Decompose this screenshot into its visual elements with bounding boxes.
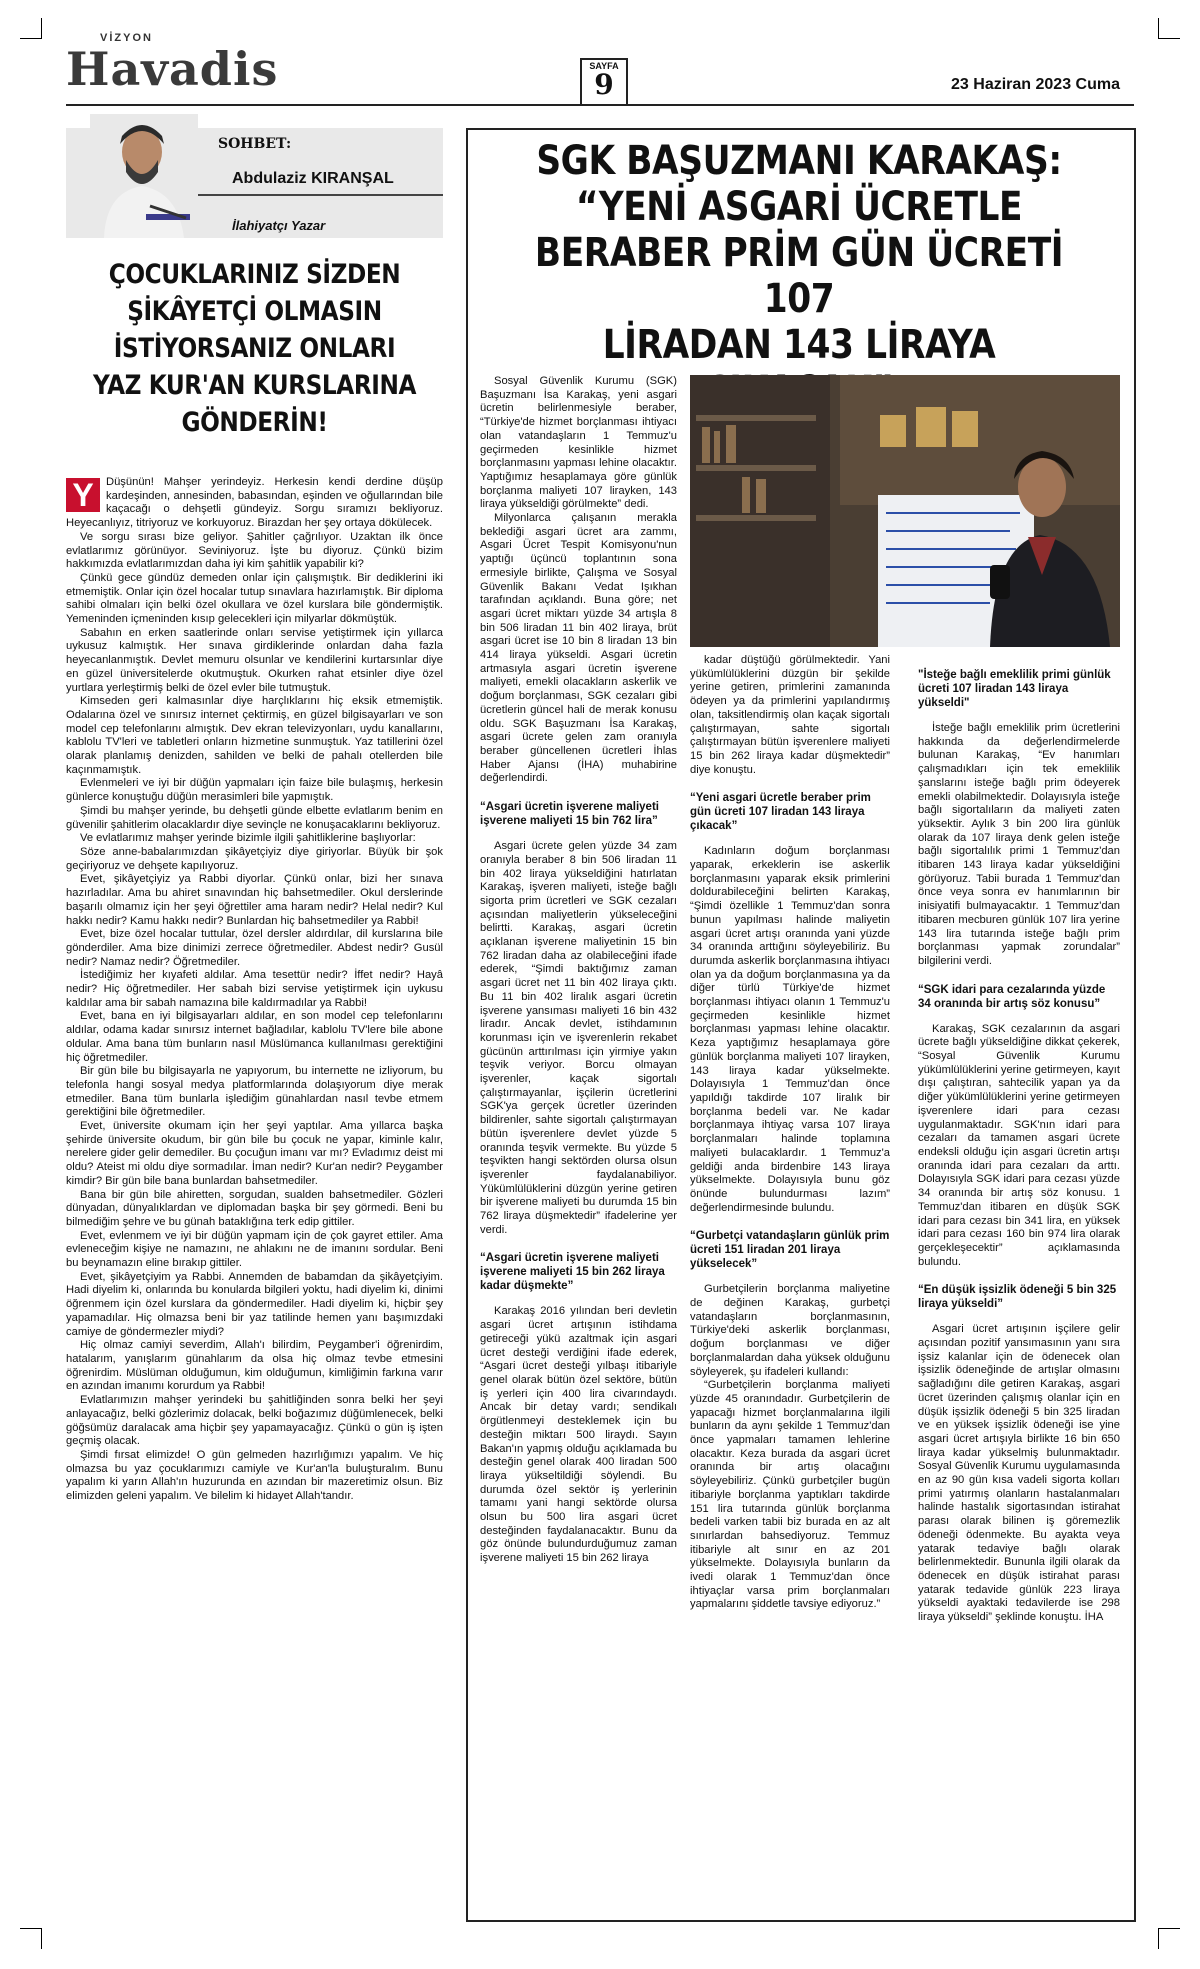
article-subheading: “En düşük işsizlik ödeneği 5 bin 325 liraya yükseldi” — [918, 1284, 1117, 1311]
column-paragraph: İstediğimiz her kıyafeti aldılar. Ama tesettür nedir? İffet nedir? Hayâ nedir? Hiç öğretmediler. Her sabah bizi servise yetiştirmek için uykusu kaldılar ama bir sabah namazına bile kaldırmadılar ya Rabbi! — [66, 969, 443, 1009]
article-subheading: “Yeni asgari ücretle beraber prim gün ücreti 107 liradan 143 liraya çıkacak” — [690, 792, 871, 833]
article-paragraph: Karakaş, SGK cezalarının da asgari ücrete bağlı yükseldiğine dikkat çekerek, “Sosyal Güvenlik Kurumu yükümlülüklerini yerine getirmeyen, kayıt dışı çalıştıran, sahtecilik yapan ya da diğer yükümlülüklerini yerine getirmeyen işverenlere idari para cezası uygulanmaktadır. SGK'nın idari para cezaları da tamamen asgari ücrete endeksli olduğu için asgari ücretin artışı oranında idari para cezaları da arttı. Dolayısıyla SGK idari para cezası yüzde 34 oranında bir artış söz konusu. 1 Temmuz'dan itibaren en düşük SGK idari para cezası bin 341 lira, en yüksek idari para cezası 160 bin 974 lira olarak gerçekleşecektir” açıklamasında bulundu. — [918, 1022, 1120, 1268]
column-paragraph: Kimseden geri kalmasınlar diye harçlıklarını hiç eksik etmemiştik. Odalarına özel ve sınırsız internet çektirmiş, en güzel bilgisayarları ve son model cep telefonlarını almıştık. Dev ekran televizyonları, uydu kanallarını, kablolu TV'leri ve tabletleri onların hizmetine sunmuştuk. Yaz tatillerini özel olarak planlamış denizden, sahilden ve belki de pahalı otellerden bile kaçınmamıştık. — [66, 695, 443, 776]
column-paragraph: Söze anne-babalarımızdan şikâyetçiyiz diye giriyorlar. Büyük bir şok geçiriyoruz ve dehşete kapılıyoruz. — [66, 845, 443, 872]
article-subheading: “Gurbetçi vatandaşların günlük prim ücreti 151 liradan 201 liraya yükselecek” — [690, 1230, 890, 1271]
column-paragraph: Şimdi bu mahşer yerinde, bu dehşetli günde elbette evlatlarım benim en güvenilir şahitlerim olacaklardır diye sevinçle ne konuşacaklarını bekliyoruz. — [66, 804, 443, 831]
column-paragraph: Evet, bana en iyi bilgisayarları aldılar, en son model cep telefonlarını aldılar, odama kadar sınırsız internet bağladılar, kablolu TV'lere bile abone oldular. Ama bana tüm bunların nasıl Müslümanca kullanılması gerektiğini hiç öğretmediler. — [66, 1010, 443, 1064]
article-paragraph: Sosyal Güvenlik Kurumu (SGK) Başuzmanı İsa Karakaş, yeni asgari ücretin belirlenmesiyle beraber, “Türkiye'de hizmet borçlanması ihtiyacı olan vatandaşların 1 Temmuz'u geçirmeden kesinlikle hizmet borçlanmasını yapması lehine olacaktır. Yaptığımız hesaplamaya göre günlük borçlanma maliyeti 107 lirayken, 143 liraya yükseldiği görülmekte” dedi. — [480, 375, 677, 511]
drop-cap: Y — [66, 478, 100, 512]
crop-mark — [20, 38, 42, 39]
logo-text: Havadis — [66, 42, 279, 96]
column-paragraph: Hiç olmaz camiyi severdim, Allah'ı bilirdim, Peygamber'i öğrenirdim, hatalarım, yanışlarım günahlarım da olsa hiç olmaz tevbe etmesini öğrenirdim. Müslüman olduğumun, kim olduğumun, kimliğimin farkına varır en azından imanımı korurdum ya Rabbi! — [66, 1339, 443, 1393]
page-number-badge — [580, 58, 628, 106]
column-paragraph: Bana bir gün bile ahiretten, sorgudan, sualden bahsetmediler. Gözleri dünyadan, dünyalıklardan ve diplomadan başka bir şey görmedi. Beni bu bilmediğim şehre ve bu günah bataklığına terk edip gittiler. — [66, 1188, 443, 1228]
author-role: İlahiyatçı Yazar — [232, 218, 326, 233]
column-paragraph: Ve sorgu sırası bize geliyor. Şahitler çağrılıyor. Uzaktan ilk önce evlatlarımız görünüyor. Seviniyoruz. İşte bu diyoruz. Çünkü bizim hakkımızda evlatlarımızdan daha iyi kim şahitlik yapabilir ki? — [66, 530, 443, 571]
column-paragraph: Evet, şikâyetçiyim ya Rabbi. Annemden de babamdan da şikâyetçiyim. Hadi diyelim ki, onlarında bu konularda bilgileri yoktu, hadi diyelim ki, dinimi öğrenmem için özel kurslara da göndermediler. Hadi diyelim ki, hiçbir şey yapamadılar. Hiç olmazsa beni bir yaz tatilinde hemen yanı başımızdaki camiye de göndermezler miydi? — [66, 1270, 443, 1338]
crop-mark — [1158, 1929, 1159, 1949]
crop-mark — [1158, 1928, 1180, 1929]
page-number: 9 — [594, 68, 614, 101]
column-paragraph: Sabahın en erken saatlerinde onları servise yetiştirmek için yıllarca uykusuz kalmıştık. Her sınava girdiklerinde onlardan daha fazla heyecanlanmıştık. Devlet memuru olsunlar ve kendilerini kurtarsınlar diye en güzel üniversitelerde okutmuştuk. Okurken rahat etsinler diye özel yurtlara yerleştirmiş belki de özel evler bile tutmuştuk. — [66, 626, 443, 694]
article-column-1 — [480, 375, 677, 1566]
article-subheading: "İsteğe bağlı emeklilik primi günlük ücreti 107 liradan 143 liraya yükseldi" — [918, 669, 1111, 709]
article-column-3 — [918, 654, 1120, 1625]
column-body — [66, 476, 443, 1504]
article-paragraph: Gurbetçilerin borçlanma maliyetine de değinen Karakaş, gurbetçi vatandaşların borçlanmasının, Türkiye'deki askerlik borçlanması, doğum borçlanması ve diğer borçlanmalardan daha yüksek olduğunu söyleyerek, şu ifadeleri kullandı: — [690, 1283, 890, 1378]
headline-line: LİRADAN 143 LİRAYA — [602, 322, 996, 368]
article-paragraph: İsteğe bağlı emeklilik prim ücretlerini hakkında da değerlendirmelerde bulunan Karakaş, “Ev hanımları çalışmadıkları için tek emeklilik şanslarını isteğe bağlı prim ödeyerek emekli olabilmektedir. Dolayısıyla isteğe bağlı sigortalıların da maliyeti zaten yüksektir. Aylık 3 bin 200 lira günlük olarak da 107 liraya denk gelen isteğe bağlı sigortalılık primi 1 Temmuz'dan itibaren 143 liraya kadar yükseldiğini görüyoruz. Tabii burada 1 Temmuz'dan önce veya sonra ev hanımlarının bir inisiyatifi bulmayacaktır. 1 Temmuz'dan itibaren mecburen günlük 107 lira yerine 143 lira tutarında isteğe bağlı prim borçlanması yapmak zorundalar” bilgilerini verdi. — [918, 722, 1120, 967]
column-paragraph: Şimdi fırsat elimizde! O gün gelmeden hazırlığımızı yapalım. Ve hiç olmazsa bu yaz çocuklarımızı camiyle ve Kur'an'la buluşturalım. Bunu yapalım ki yarın Allah'ın huzurunda en azından bir mazeretimiz olsun. Biz elimizden geleni yapalım. Ve bilelim ki hidayet Allah'tandır. — [66, 1448, 443, 1503]
crop-mark — [20, 1928, 42, 1929]
column-paragraph: Evet, üniversite okumam için her şeyi yaptılar. Ama yıllarca başka şehirde üniversite okudum, bir gün bile bu çocuk ne yapar, kiminle kalır, nerelere gider gelir demediler. Bu çocuğun imanı var mı? Evladımız deist mi oldu? Ateist mi oldu diye sormadılar. İman nedir? Kur'an nedir? Peygamber kimdir? Bir gün bile bana bunlardan bahsetmediler. — [66, 1120, 443, 1187]
article-paragraph: Milyonlarca çalışanın merakla beklediği asgari ücret ara zammı, Asgari Ücret Tespit Komisyonu'nun yaptığı üçüncü toplantının sona ermesiyle birlikte, Çalışma ve Sosyal Güvenlik Bakanı Vedat Işıkhan tarafından açıklandı. Buna göre; net asgari ücret miktarı yüzde 34 artışla 8 bin 506 liradan 11 bin 402 liraya, brüt asgari ücret ise 10 bin 8 liradan 13 bin 414 liraya yükseldi. Asgari ücretin artmasıyla asgari ücretin işverene maliyeti, emekli olacakların askerlik ve doğum borçlanması, SGK cezaları gibi ücretlerin güncel hali de merak konusu oldu. SGK Başuzmanı İsa Karakaş, asgari ücrete gelen zam oranıyla beraber güncellenen ücretleri İhlas Haber Ajansı (İHA) muhabirine değerlendirdi. — [480, 512, 677, 785]
author-photo — [90, 114, 198, 238]
column-paragraph: Ve evlatlarımız mahşer yerinde bizimle ilgili şahitliklerine başlıyorlar: — [80, 832, 416, 845]
column-title: ÇOCUKLARINIZ SİZDEN ŞİKÂYETÇİ OLMASIN İSTİYORSANIZ ONLARI YAZ KUR'AN KURSLARINA GÖNDERİN! — [92, 259, 417, 438]
page-label: SAYFA — [589, 61, 619, 71]
masthead-logo — [66, 32, 279, 96]
headline-line: SGK BAŞUZMANI KARAKAŞ: — [536, 138, 1062, 184]
column-paragraph: Evet, bize özel hocalar tuttular, özel dersler aldırdılar, dil kurslarına bile gönderdiler. Ama bize dinimizi zerrece öğretmediler. Abdest nedir? Gusül nedir? Namaz nedir? Öğretmediler. — [66, 928, 443, 968]
column-paragraph: Evet, evlenmem ve iyi bir düğün yapmam için de çok gayret ettiler. Ama evleneceğim kişiye ne namazını, ne ahlakını ne de imanını sordular. Beni bu beynamazın eline bırakıp gittiler. — [66, 1229, 443, 1270]
headline-line: BERABER PRİM GÜN ÜCRETİ 107 — [534, 230, 1064, 322]
columnist-box — [66, 128, 443, 238]
article-paragraph: Asgari ücrete gelen yüzde 34 zam oranıyla beraber 8 bin 506 liradan 11 bin 402 liraya yükseldiğini hatırlatan Karakaş, işveren maliyeti, isteğe bağlı sigorta prim ücretleri ve SGK cezaları açısından maliyetlerin yükseleceğini belirtti. Karakaş, asgari ücretin açıklanan işverene maliyetinin 15 bin 762 liradan daha az olabileceğini ifade ederek, “Şimdi baktığımız zaman asgari ücret net 11 bin 402 liraya çıktı. Bu 11 bin 402 liralık asgari ücretin işverene yansıması maliyeti 16 bin 432 liradır. Ancak devlet, istihdamının korunması için ve işverenlerin rekabet gücünün arttırılması için yirmiye yakın teşvik veriyor. Borcu olmayan işverenler, kaçak sigortalı çalıştırmayanlar, işçilerin ücretlerini SGK'ya gerçek ücretler üzerinden bildirenler, sahte sigortalı çalıştırmayan bütün işverenlere devlet yüzde 5 oranında teşvik vermekte. Bu yüzde 5 teşvikten hangi sektörden olursa olsun işverenler faydalanabiliyor. Yükümlülüklerini düzgün yerine getiren bir işverene maliyeti bu durumda 15 bin 762 liraya düşmektedir” ifadelerine yer verdi. — [480, 840, 677, 1236]
column-paragraph: Evlenmeleri ve iyi bir düğün yapmaları için faize bile bulaşmış, herkesin günlerce konuştuğu düğün merasimleri bile yapmıştık. — [66, 777, 443, 804]
article-subheading: “SGK idari para cezalarında yüzde 34 oranında bir artış söz konusu” — [918, 983, 1106, 1010]
header-rule — [66, 104, 1134, 106]
column-paragraph: Evet, şikâyetçiyiz ya Rabbi diyorlar. Çünkü onlar, bizi her sınava hazırladılar. Ama bu ahiret sınavından hiç bahsetmediler. Okul derslerinde başarılı olmamız için her şeyi öğrettiler ama haram nedir? Helal nedir? Kul hakkı nedir? Kamu hakkı nedir? Bunlardan hiç bahsetmediler ya Rabbi! — [66, 873, 443, 927]
author-divider — [198, 194, 443, 196]
article-paragraph: “Gurbetçilerin borçlanma maliyeti yüzde 45 oranındadır. Gurbetçilerin de yapacağı hizmet borçlanmalarına ilgili bunların da aynı şekilde 1 Temmuz'dan önce yapmaları tamamen lehlerine olacaktır. Keza burada da asgari ücret oranında bir artış olacağını söyleyebiliriz. Çünkü gurbetçiler bugün itibariyle borçlanma yaptıkları takdirde 151 lira tutarında günlük borçlanma bedeli varken tabii biz burada en az alt sınırlardan bahsediyoruz. Temmuz itibariyle alt sınır en az 201 yükselmekte. Dolayısıyla bunların da ivedi olarak 1 Temmuz'dan önce ihtiyaçlar varsa prim borçlanmaları yapmalarını şiddetle tavsiye ediyoruz.” — [690, 1379, 890, 1611]
column-paragraph: Düşünün! Mahşer yerindeyiz. Herkesin kendi derdine düşüp kardeşinden, annesinden, babasından, eşinden ve oğullarından bile kaçacağı o dehşetli gündeyiz. Sorgu sıramızı bekliyoruz. Heyecanlıyız, titriyoruz ve korkuyoruz. Birazdan her şey ortaya dökülecek. — [66, 476, 443, 530]
article-photo — [690, 375, 1120, 647]
crop-mark — [41, 18, 42, 38]
headline-line: “YENİ ASGARİ ÜCRETLE — [575, 184, 1023, 230]
column-paragraph: Evlatlarımızın mahşer yerindeki bu şahitliğinden sonra belki her şeyi anlayacağız, belki gözlerimiz dolacak, belki boğazımız düğümlenecek, belki göğsümüz daralacak ama hiçbir şey yapamayacağız. Çünkü o gün iş işten geçmiş olacak. — [66, 1394, 443, 1448]
issue-date: 23 Haziran 2023 Cuma — [951, 76, 1120, 93]
article-paragraph: Kadınların doğum borçlanması yaparak, erkeklerin ise askerlik borçlanmasını yaparak eksik primlerini doldurabileceğini belirten Karakaş, “Şimdi özellikle 1 Temmuz'dan sonra bunun yapılması halinde maliyetin asgari ücret artışı oranında yani yüzde 34 oranında arttığını söyleyebiliriz. Bu durumda askerlik borçlanmasına ihtiyacı olan ya da doğum borçlanmasına ya da diğer türlü Türkiye'de hizmet borçlanması ihtiyacı olanın 1 Temmuz'u geçirmeden kesinlikle hizmet borçlanması yapması lehine olacaktır. Keza yaptığımız hesaplamaya göre günlük borçlanma maliyeti 107 lirayken, 143 liraya kadar yükselmekte. Dolayısıyla 1 Temmuz'dan önce yapıldığı takdirde 107 liralık bir borçlanma bedeli var. Ne kadar borçlanmaya ihtiyaç varsa 107 liraya borçlanmaları halinde toplamına maliyeti bulacaklardır. 1 Temmuz'a geldiği anda birdenbire 143 liraya yükselmekte. Dolayısıyla bunu göz önünde bulundurması lazım” değerlendirmesinde bulundu. — [690, 845, 890, 1214]
article-headline — [476, 138, 1122, 414]
article-subheading: “Asgari ücretin işverene maliyeti işverene maliyeti 15 bin 262 liraya kadar düşmekte” — [480, 1252, 665, 1293]
section-label: SOHBET: — [218, 136, 292, 152]
crop-mark — [1158, 18, 1159, 38]
article-paragraph: Asgari ücret artışının işçilere gelir açısından pozitif yansımasının yanı sıra işsiz kalanlar için de ödenecek olan işsizlik ödeneğinde de artışlar olmasını sağladığını dile getiren Karakaş, asgari ücret üzerinden çalışmış olanlar için en düşük işsizlik ödeneği 5 bin 325 liradan ve en yüksek işsizlik ödeneği ise yine asgari ücret artışıyla birlikte 16 bin 650 liraya kadar yükselmiş bulunmaktadır. Sosyal Güvenlik Kurumu uygulamasında en az 90 gün kısa vadeli sigorta kolları primi yatırmış olanların hastalanmaları halinde hastalık sigortasından istirahat parası olarak bilinen iş göremezlik ödeneği ödenmekte. Bu ayakta veya yatarak tedaviye bağlı olarak belirlenmektedir. Bununla ilgili olarak da ödenecek en düşük istirahat parası yatarak tedavide günlük 223 liraya yükseldi ayaktaki tedavilerde ise 298 liraya yükseldi” şeklinde konuştu. İHA — [918, 1323, 1120, 1624]
article-subheading: “Asgari ücretin işverene maliyeti işverene maliyeti 15 bin 762 lira” — [480, 801, 659, 828]
column-paragraph: Bir gün bile bu bilgisayarla ne yapıyorum, bu internette ne izliyorum, bu telefonla hangi sosyal medya platformlarında dolaşıyorum diye merak etmediler. Bana tüm bunlarla işlediğim günahlardan nasıl tevbe etmem gerektiğini bile öğretmediler. — [66, 1065, 443, 1119]
article-column-2 — [690, 654, 890, 1612]
article-paragraph: kadar düştüğü görülmektedir. Yani yükümlülüklerini düzgün bir şekilde yerine getiren, primlerini zamanında ödeyen ya da primlerini yapılandırmış olan, taksitlendirmiş olan kaçak sigortalı çalıştırmayan, sahte sigortalı çalıştırmayan bütün işverenlere maliyeti 15 bin 262 liraya kadar düşmektedir” diye konuştu. — [690, 654, 890, 776]
article-paragraph: Karakaş 2016 yılından beri devletin asgari ücret artışının istihdama getireceği yükü azaltmak için asgari ücret desteği verdiğini ifade ederek, “Asgari ücret desteği yılbaşı itibariyle genel olarak bütün özel sektöre, bütün iş yerleri için 400 lira civarındaydı. Ancak bir detay vardı; sendikalı örgütlenmeyi desteklemek için bu desteğin miktarı 500 liraydı. Sayın Bakan'ın yapmış olduğu açıklamada bu desteğin genel olarak 400 liradan 500 liraya yükseltildiği söylendi. Bu durumda özel sektör iş yerlerinin tamamı yani hangi sektörde olursa olsun bu 500 lira asgari ücret desteğinden faydalanacaktır. Bunu da göz önünde bulundurduğumuz zaman işverene maliyeti 15 bin 262 liraya — [480, 1305, 677, 1565]
crop-mark — [41, 1929, 42, 1949]
crop-mark — [1158, 38, 1180, 39]
column-paragraph: Çünkü gece gündüz demeden onlar için çalışmıştık. Bir dediklerini iki etmemiştik. Onlar için özel hocalar tutup sınavlara hazırlamıştık. Bir diploma sahibi olmaları için belki özel okullara ve özel kurslara bile göndermiştik. Yemeninden içmeninden kısıp gelecekleri için milyarlar dökmüştük. — [66, 571, 443, 626]
author-name: Abdulaziz KIRANŞAL — [232, 170, 394, 187]
logo-small-text: VİZYON — [100, 32, 153, 44]
